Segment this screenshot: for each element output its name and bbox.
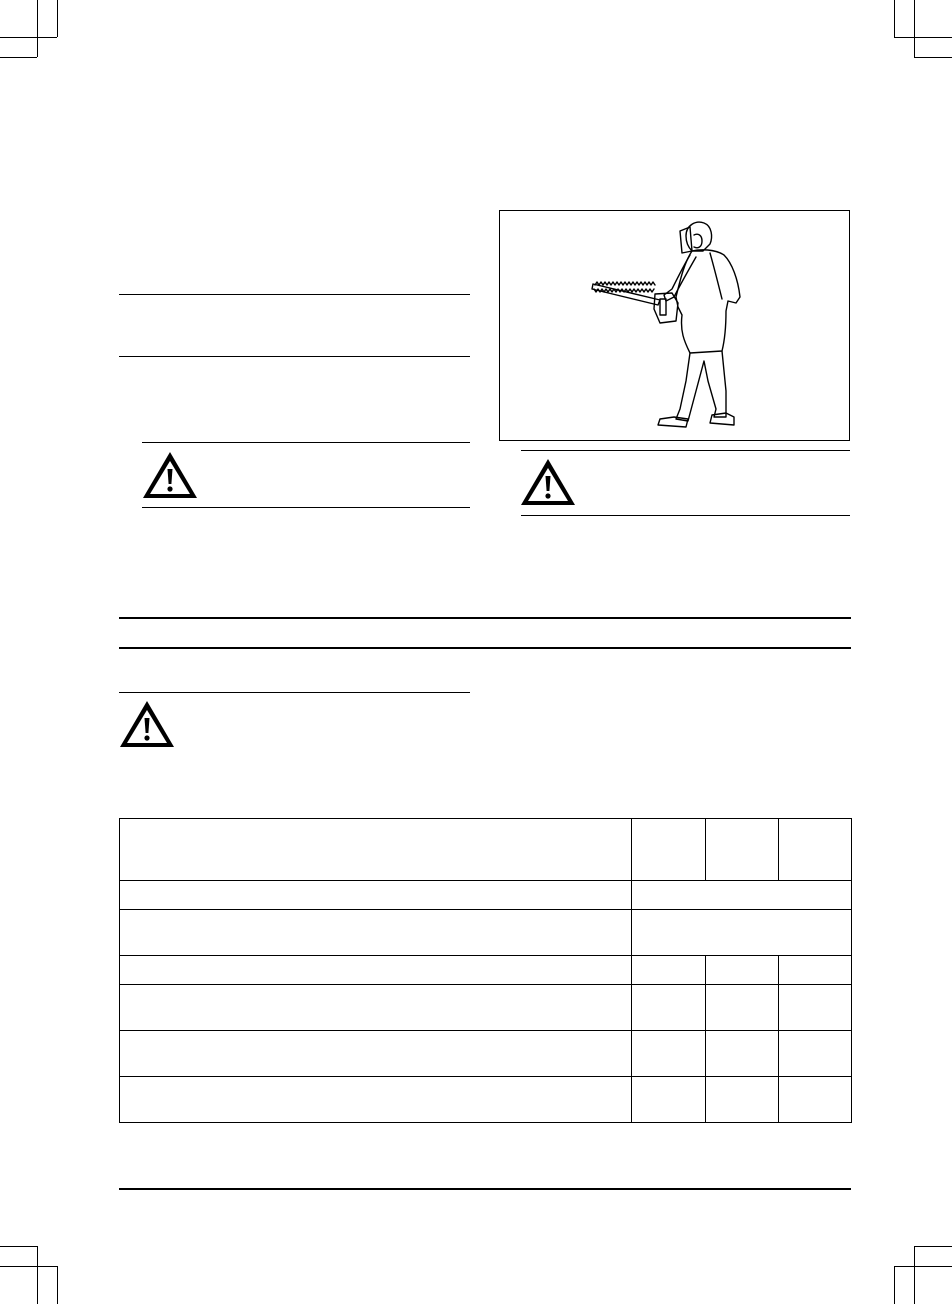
table-cell bbox=[120, 910, 632, 956]
warning-triangle-icon bbox=[140, 449, 200, 501]
crop-mark bbox=[914, 0, 915, 57]
table-cell bbox=[120, 956, 632, 985]
crop-mark bbox=[894, 1266, 895, 1304]
table-cell bbox=[632, 1031, 706, 1077]
table-row bbox=[120, 956, 852, 985]
table-cell bbox=[706, 1031, 779, 1077]
table-cell bbox=[779, 819, 852, 881]
warning-top-rule bbox=[521, 450, 850, 451]
section-rule bbox=[119, 356, 470, 357]
table-cell bbox=[632, 910, 852, 956]
table-row bbox=[120, 1031, 852, 1077]
table-cell bbox=[706, 819, 779, 881]
table-header-row bbox=[120, 819, 852, 881]
table-cell bbox=[120, 1077, 632, 1123]
table-cell bbox=[779, 1077, 852, 1123]
section-rule bbox=[119, 294, 470, 295]
crop-mark bbox=[894, 37, 952, 38]
crop-mark bbox=[0, 37, 57, 38]
table-cell bbox=[632, 1077, 706, 1123]
section-header-rule bbox=[119, 617, 851, 619]
table-row bbox=[120, 985, 852, 1031]
crop-mark bbox=[914, 1246, 952, 1247]
table-cell bbox=[779, 985, 852, 1031]
hedge-trimmer-operator-icon bbox=[500, 211, 849, 440]
crop-mark bbox=[914, 1246, 915, 1304]
warning-top-rule bbox=[119, 692, 470, 693]
crop-mark bbox=[37, 0, 38, 57]
warning-triangle-icon bbox=[518, 456, 578, 508]
warning-top-rule bbox=[142, 442, 470, 443]
table-cell bbox=[779, 1031, 852, 1077]
table-cell bbox=[632, 985, 706, 1031]
footer-rule bbox=[119, 1188, 851, 1190]
table-cell bbox=[706, 956, 779, 985]
warning-triangle-icon bbox=[117, 698, 177, 750]
table-row bbox=[120, 910, 852, 956]
crop-mark bbox=[914, 57, 952, 58]
crop-mark bbox=[57, 1266, 58, 1304]
table-cell bbox=[706, 985, 779, 1031]
crop-mark bbox=[0, 1266, 57, 1267]
crop-mark bbox=[894, 0, 895, 37]
table-row bbox=[120, 1077, 852, 1123]
table-cell bbox=[706, 1077, 779, 1123]
table-row bbox=[120, 881, 852, 910]
table-cell bbox=[120, 881, 632, 910]
crop-mark bbox=[0, 1246, 37, 1247]
operator-with-hedge-trimmer-illustration bbox=[499, 210, 850, 441]
warning-bottom-rule bbox=[142, 507, 470, 508]
crop-mark bbox=[894, 1266, 952, 1267]
table-cell bbox=[779, 956, 852, 985]
section-header-rule bbox=[119, 647, 851, 649]
crop-mark bbox=[37, 1246, 38, 1304]
crop-mark bbox=[0, 57, 37, 58]
table-cell bbox=[120, 819, 632, 881]
table-cell bbox=[120, 1031, 632, 1077]
specification-table bbox=[119, 818, 852, 1123]
table-cell bbox=[632, 881, 852, 910]
crop-mark bbox=[57, 0, 58, 37]
table-cell bbox=[632, 819, 706, 881]
table-cell bbox=[632, 956, 706, 985]
table-cell bbox=[120, 985, 632, 1031]
warning-bottom-rule bbox=[521, 515, 850, 516]
